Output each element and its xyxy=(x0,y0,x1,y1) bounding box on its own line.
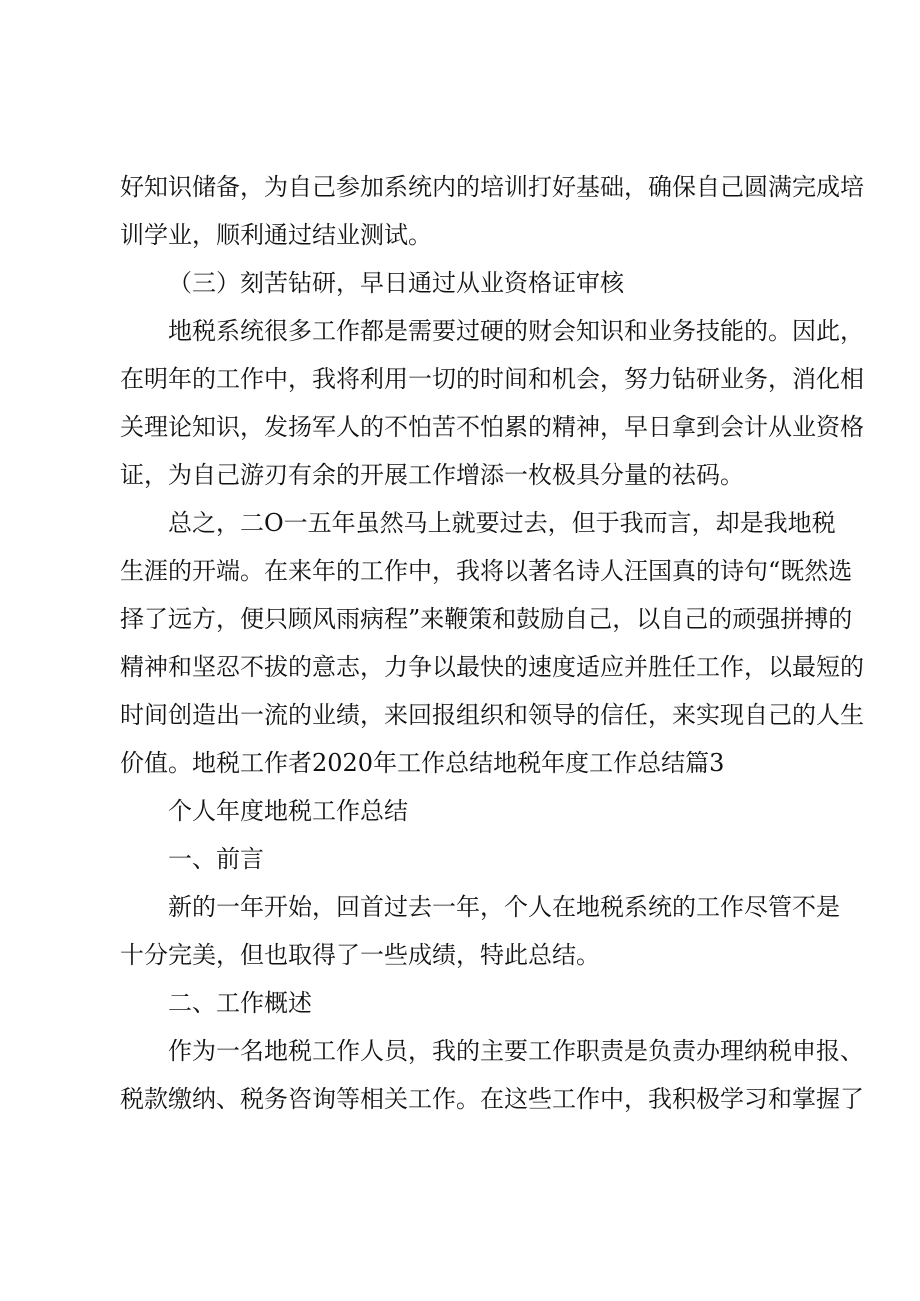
text-line: 时间创造出一流的业绩，来回报组织和领导的信任，来实现自己的人生 xyxy=(120,701,864,729)
text-line: 关理论知识，发扬军人的不怕苦不怕累的精神，早日拿到会计从业资格 xyxy=(120,413,864,441)
text-line: 新的一年开始，回首过去一年，个人在地税系统的工作尽管不是 xyxy=(168,893,840,921)
text-line: 税款缴纳、税务咨询等相关工作。在这些工作中，我积极学习和掌握了 xyxy=(120,1085,864,1113)
text-line: 好知识储备，为自己参加系统内的培训打好基础，确保自己圆满完成培 xyxy=(120,173,864,201)
text-line: 总之，二O一五年虽然马上就要过去，但于我而言，却是我地税 xyxy=(168,509,836,537)
text-line: 证，为自己游刃有余的开展工作增添一枚极具分量的祛码。 xyxy=(120,461,744,489)
text-line: 精神和坚忍不拔的意志，力争以最快的速度适应并胜任工作，以最短的 xyxy=(120,653,864,681)
text-line: 地税系统很多工作都是需要过硬的财会知识和业务技能的。因此， xyxy=(168,317,864,345)
document-title: 个人年度地税工作总结 xyxy=(168,797,408,825)
section-heading: 一、前言 xyxy=(168,845,264,873)
text-line: 十分完美，但也取得了一些成绩，特此总结。 xyxy=(120,941,600,969)
text-line: 价值。地税工作者2020年工作总结地税年度工作总结篇3 xyxy=(120,749,725,777)
section-heading: （三）刻苦钻研，早日通过从业资格证审核 xyxy=(168,269,624,297)
text-line: 作为一名地税工作人员，我的主要工作职责是负责办理纳税申报、 xyxy=(168,1037,864,1065)
text-line: 生涯的开端。在来年的工作中，我将以著名诗人汪国真的诗句“既然选 xyxy=(120,557,853,585)
text-line: 训学业，顺利通过结业测试。 xyxy=(120,221,432,249)
section-heading: 二、工作概述 xyxy=(168,989,312,1017)
text-line: 择了远方，便只顾风雨病程”来鞭策和鼓励自己，以自己的顽强拼搏的 xyxy=(120,605,853,633)
text-line: 在明年的工作中，我将利用一切的时间和机会，努力钻研业务，消化相 xyxy=(120,365,864,393)
